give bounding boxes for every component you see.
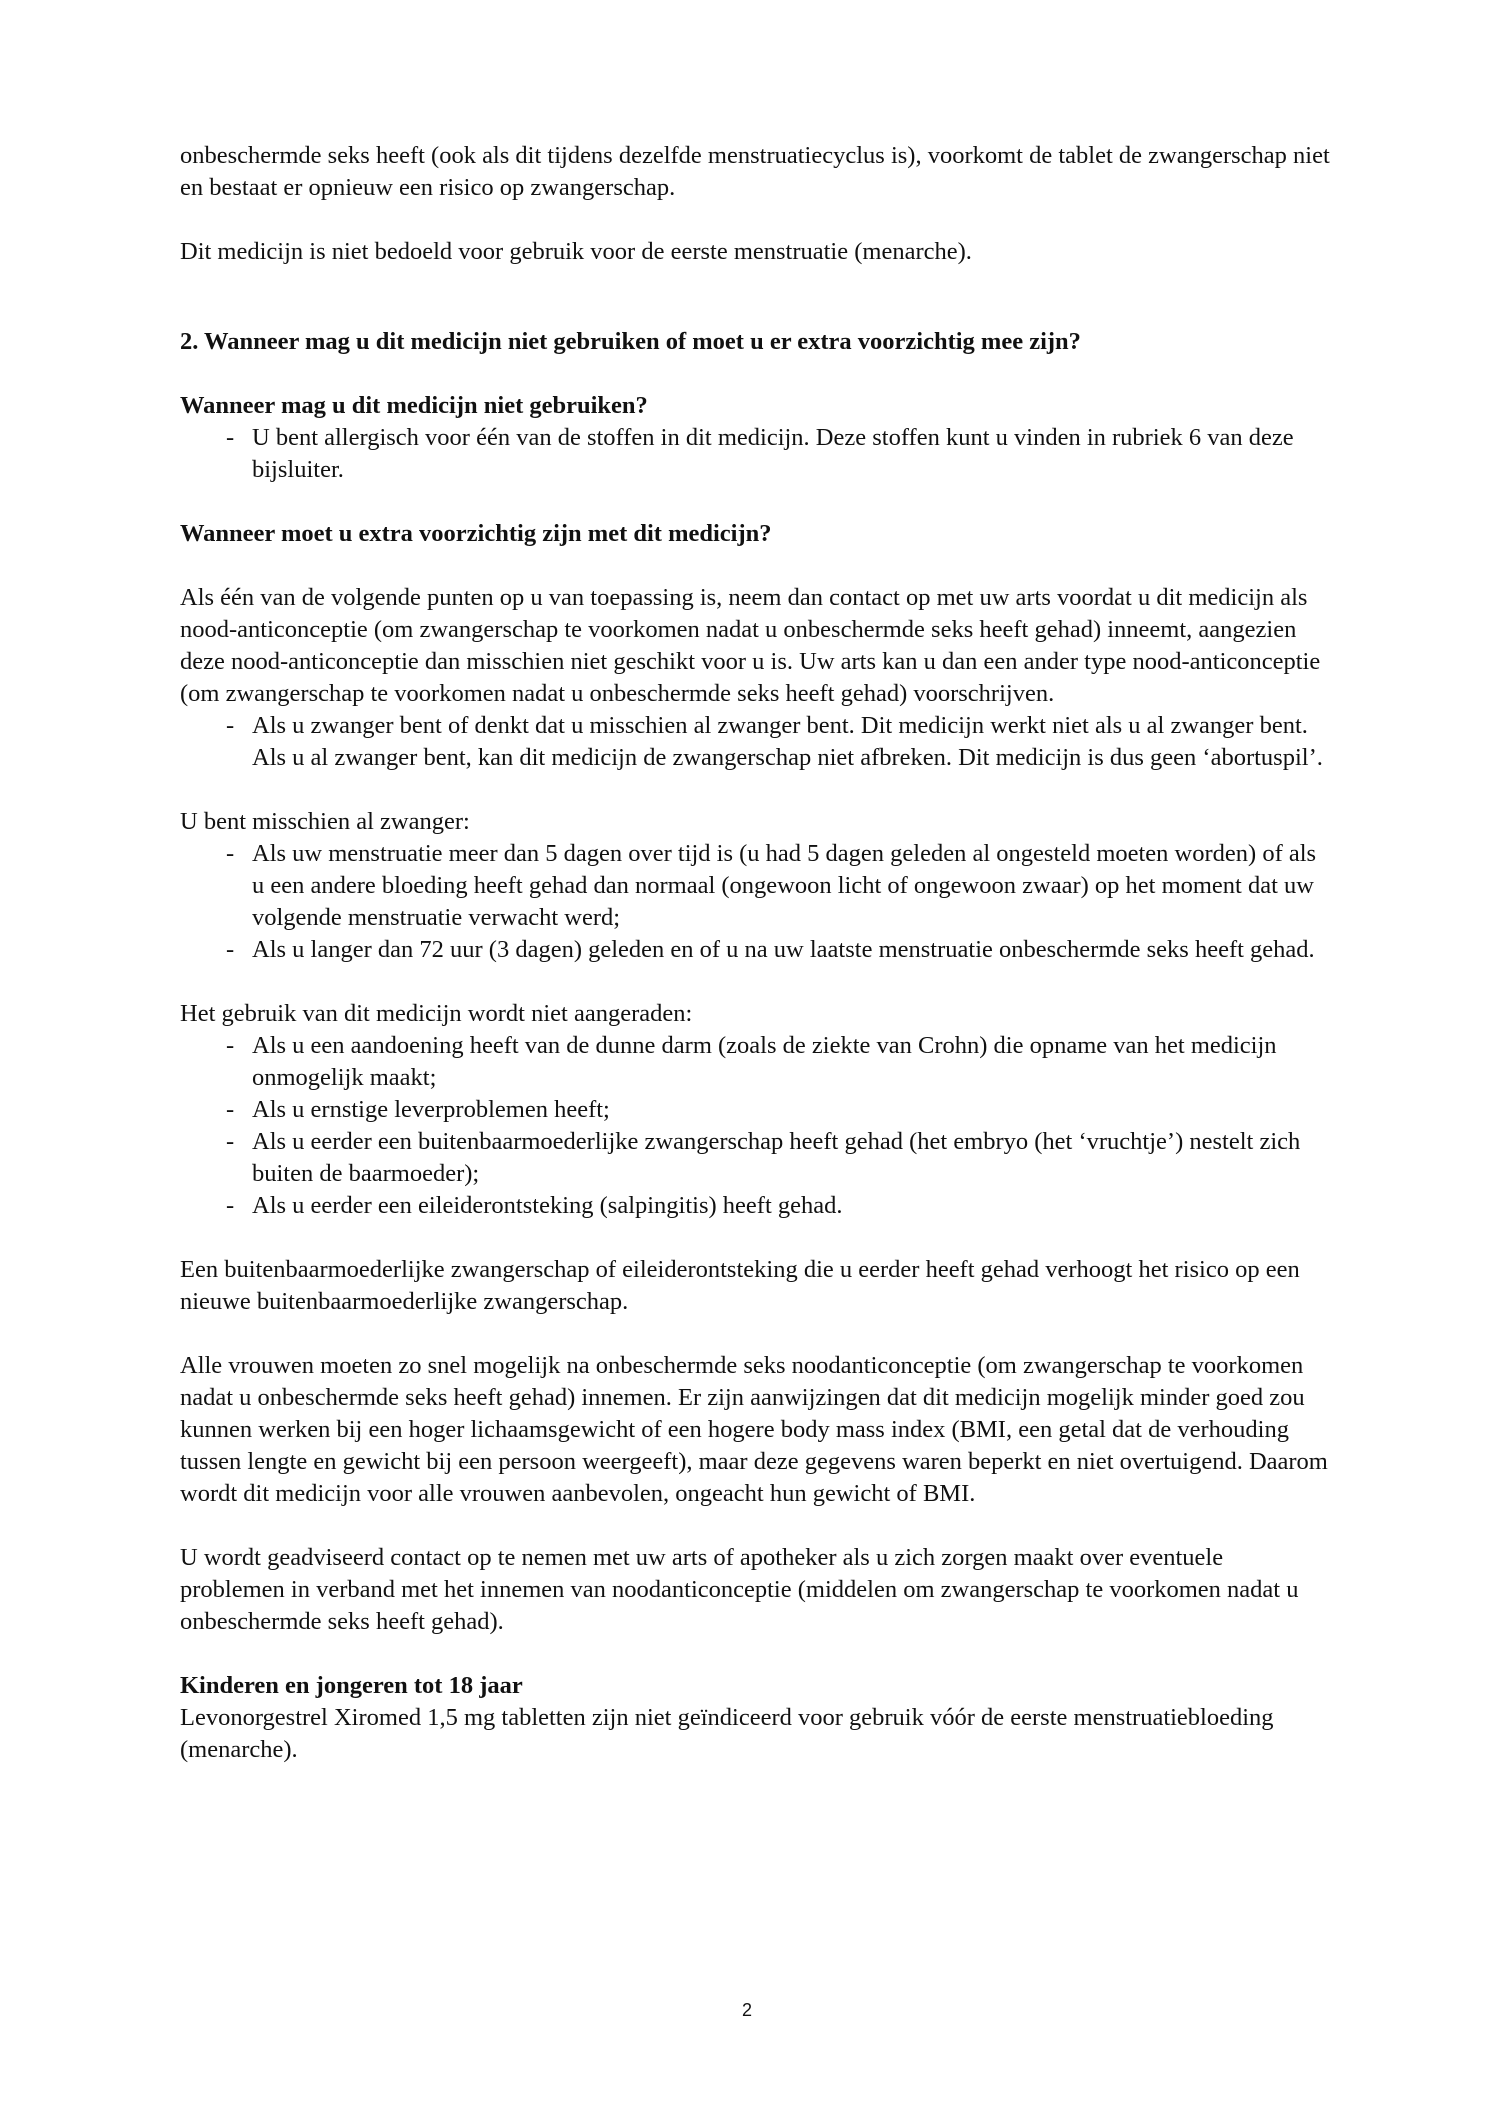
not-recommended-label: Het gebruik van dit medicijn wordt niet aangeraden: [180,1000,693,1027]
page-number: 2 [741,2000,752,2020]
maybe-pregnant-list [180,838,1330,966]
list-item-text: U bent allergisch voor één van de stoffen in dit medicijn. Deze stoffen kunt u vinden in rubriek 6 van deze bijsluiter. [252,424,1294,483]
list-item [180,422,1330,486]
ectopic-risk-paragraph: Een buitenbaarmoederlijke zwangerschap of eileiderontsteking die u eerder heeft gehad verhoogt het risico op een nieuwe buitenbaarmoederlijke zwangerschap. [180,1256,1300,1315]
list-item-text: Als u een aandoening heeft van de dunne darm (zoals de ziekte van Crohn) die opname van het medicijn onmogelijk maakt; [252,1032,1277,1091]
intro-paragraph-menarche: Dit medicijn is niet bedoeld voor gebruik voor de eerste menstruatie (menarche). [180,238,972,265]
list-item-text: Als u zwanger bent of denkt dat u misschien al zwanger bent. Dit medicijn werkt niet als u al zwanger bent. Als u al zwanger bent, kan dit medicijn de zwangerschap niet afbreken. Dit medicijn is dus geen ‘abortuspil’. [252,712,1323,771]
children-heading: Kinderen en jongeren tot 18 jaar [180,1672,523,1699]
list-item-text: Als u eerder een eileiderontsteking (salpingitis) heeft gehad. [252,1192,843,1219]
list-item-text: Als u ernstige leverproblemen heeft; [252,1096,610,1123]
list-item-text: Als u langer dan 72 uur (3 dagen) geleden en of u na uw laatste menstruatie onbeschermde seks heeft gehad. [252,936,1315,963]
list-item-text: Als u eerder een buitenbaarmoederlijke zwangerschap heeft gehad (het embryo (het ‘vruchtje’) nestelt zich buiten de baarmoeder); [252,1128,1301,1187]
list-item [180,1030,1330,1094]
not-use-heading: Wanneer mag u dit medicijn niet gebruiken? [180,392,648,419]
careful-intro-paragraph: Als één van de volgende punten op u van toepassing is, neem dan contact op met uw arts voordat u dit medicijn als nood-anticonceptie (om zwangerschap te voorkomen nadat u onbeschermde seks heeft gehad) inneemt, aangezien deze nood-anticonceptie dan misschien niet geschikt voor u is. Uw arts kan u dan een ander type nood-anticonceptie (om zwangerschap te voorkomen nadat u onbeschermde seks heeft gehad) voorschrijven. [180,584,1321,707]
children-paragraph: Levonorgestrel Xiromed 1,5 mg tabletten zijn niet geïndiceerd voor gebruik vóór de eerste menstruatiebloeding (menarche). [180,1704,1274,1763]
document-page [180,140,1330,1766]
not-recommended-list [180,1030,1330,1222]
section-2-heading: 2. Wanneer mag u dit medicijn niet gebruiken of moet u er extra voorzichtig mee zijn? [180,328,1081,355]
advice-paragraph: U wordt geadviseerd contact op te nemen met uw arts of apotheker als u zich zorgen maakt over eventuele problemen in verband met het innemen van noodanticonceptie (middelen om zwangerschap te voorkomen nadat u onbeschermde seks heeft gehad). [180,1544,1299,1635]
intro-paragraph-continuation: onbeschermde seks heeft (ook als dit tijdens dezelfde menstruatiecyclus is), voorkomt de tablet de zwangerschap niet en bestaat er opnieuw een risico op zwangerschap. [180,142,1330,201]
pregnant-list [180,710,1330,774]
all-women-paragraph: Alle vrouwen moeten zo snel mogelijk na onbeschermde seks noodanticonceptie (om zwangerschap te voorkomen nadat u onbeschermde seks heeft gehad) innemen. Er zijn aanwijzingen dat dit medicijn mogelijk minder goed zou kunnen werken bij een hoger lichaamsgewicht of een hogere body mass index (BMI, een getal dat de verhouding tussen lengte en gewicht bij een persoon weergeeft), maar deze gegevens waren beperkt en niet overtuigend. Daarom wordt dit medicijn voor alle vrouwen aanbevolen, ongeacht hun gewicht of BMI. [180,1352,1328,1507]
maybe-pregnant-label: U bent misschien al zwanger: [180,808,470,835]
list-item [180,1126,1330,1190]
list-item [180,1190,1330,1222]
list-item [180,934,1330,966]
list-item [180,710,1330,774]
list-item-text: Als uw menstruatie meer dan 5 dagen over tijd is (u had 5 dagen geleden al ongesteld moeten worden) of als u een andere bloeding heeft gehad dan normaal (ongewoon licht of ongewoon zwaar) op het moment dat uw volgende menstruatie verwacht werd; [252,840,1317,931]
not-use-list [180,422,1330,486]
list-item [180,838,1330,934]
careful-heading: Wanneer moet u extra voorzichtig zijn met dit medicijn? [180,520,772,547]
list-item [180,1094,1330,1126]
